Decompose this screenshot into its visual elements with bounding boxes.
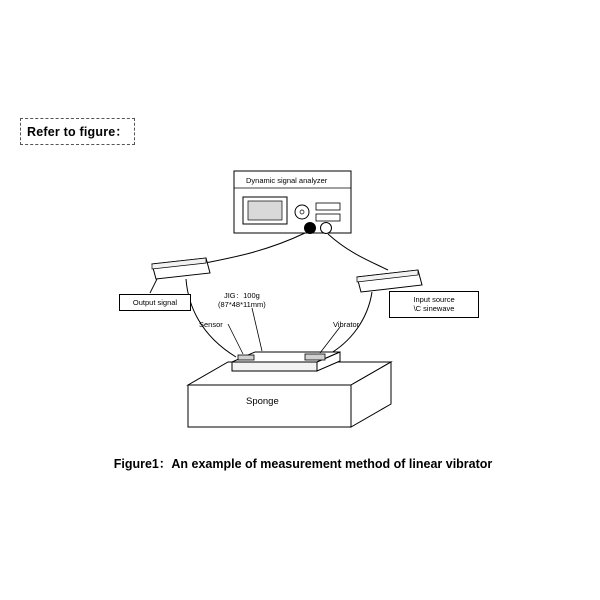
- sponge-label: Sponge: [246, 396, 279, 407]
- refer-to-figure-label: Refer to figure：: [20, 118, 135, 145]
- analyzer-label: Dynamic signal analyzer: [246, 176, 328, 185]
- sponge-block: [188, 362, 391, 427]
- jig-label-line2: (87*48*11mm): [218, 300, 266, 310]
- input-source-module: [357, 270, 422, 292]
- sensor-label: Sensor: [199, 320, 223, 329]
- input-source-line1: Input source: [413, 295, 455, 304]
- output-signal-label: Output signal: [119, 294, 191, 311]
- input-source-label: [389, 291, 479, 318]
- figure-caption: Figure1：An example of measurement method of linear vibrator: [113, 457, 493, 471]
- jig-label-line1: JIG：100g: [223, 291, 260, 300]
- jig-label: [218, 291, 266, 310]
- output-signal-module: [152, 258, 210, 279]
- input-source-line2: \C sinewave: [413, 304, 455, 314]
- vibrator-label: Vibrator: [333, 320, 360, 329]
- jig-plate: [232, 352, 340, 371]
